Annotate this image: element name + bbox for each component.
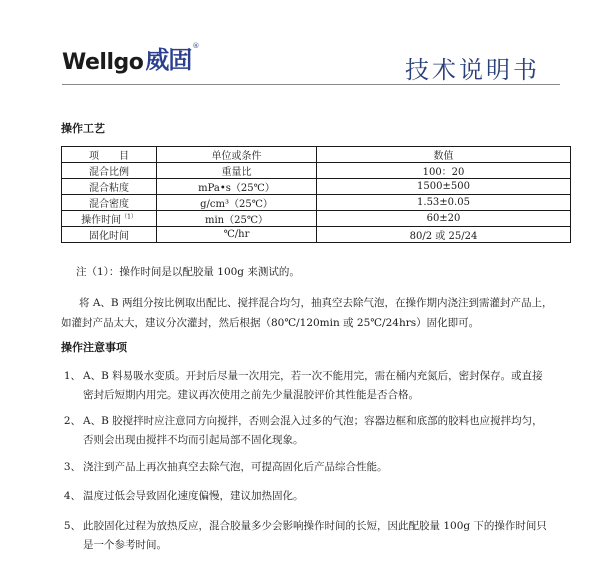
cell-item: 混合比例: [62, 163, 157, 179]
list-number: 4、: [63, 490, 81, 502]
header-divider: [62, 84, 560, 85]
list-number: 5、: [63, 520, 81, 532]
header-value: 数值: [317, 147, 571, 163]
list-item: [61, 487, 561, 506]
cell-item: 混合密度: [62, 195, 157, 211]
section-title-process: 操作工艺: [61, 122, 105, 135]
cell-unit: min（25℃）: [157, 211, 317, 227]
list-number: 1、: [63, 370, 81, 382]
list-number: 2、: [63, 415, 81, 427]
cell-value: 60±20: [317, 211, 571, 227]
list-item-line: [61, 458, 561, 477]
table-row: [62, 163, 571, 179]
list-item: [61, 367, 561, 405]
cell-unit: 重量比: [157, 163, 317, 179]
table-row: [62, 227, 571, 243]
cell-item: [62, 211, 157, 227]
table-row: [62, 211, 571, 227]
table-footnote: 注（1）：操作时间是以配胶量 100g 来测试的。: [76, 266, 300, 278]
table-row: [62, 179, 571, 195]
section-title-precautions: 操作注意事项: [61, 341, 127, 354]
logo-cjk-text: 威固: [145, 46, 192, 74]
cell-unit: g/cm³（25℃）: [157, 195, 317, 211]
list-item-line: [61, 487, 561, 506]
document-header: [0, 0, 600, 86]
spec-table-header-row: [62, 147, 571, 163]
list-text: 温度过低会导致固化速度偏慢，建议加热固化。: [83, 490, 304, 502]
header-unit: 单位或条件: [157, 147, 317, 163]
list-item-line: [61, 517, 561, 536]
list-item: [61, 458, 561, 477]
footnote-marker: （1）: [121, 213, 137, 221]
spec-table: [61, 146, 571, 243]
wellgo-logo: [62, 40, 199, 75]
list-item-continuation: 是一个参考时间。: [83, 539, 167, 551]
cell-value: 100：20: [317, 163, 571, 179]
cell-item-text: 操作时间: [81, 215, 122, 226]
list-number: 3、: [63, 461, 81, 473]
list-item: [61, 517, 561, 555]
list-item-continuation: 否则会出现由搅拌不均而引起局部不固化现象。: [83, 434, 304, 446]
list-text: A、B 胶搅拌时应注意同方向搅拌，否则会混入过多的气泡；容器边框和底部的胶料也应搅拌均匀，: [83, 415, 543, 427]
list-item: [61, 412, 561, 450]
cell-value: 80/2 或 25/24: [317, 227, 571, 243]
header-item: 项 目: [62, 147, 157, 163]
list-item-continuation: 密封后短期内用完。建议再次使用之前先少量混胶评价其性能是否合格。: [83, 389, 419, 401]
table-row: [62, 195, 571, 211]
logo-latin-text: Wellgo: [62, 50, 144, 75]
cell-unit: ℃/hr: [157, 227, 317, 243]
cell-value: 1.53±0.05: [317, 195, 571, 211]
list-text: 此胶固化过程为放热反应，混合胶量多少会影响操作时间的长短，因此配胶量 100g 下的操作时间只: [83, 520, 547, 532]
cell-item: 混合粘度: [62, 179, 157, 195]
cell-value: 1500±500: [317, 179, 571, 195]
list-text: A、B 料易吸水变质。开封后尽量一次用完，若一次不能用完，需在桶内充氮后，密封保存。或直接: [83, 370, 543, 382]
registered-mark: ®: [192, 42, 200, 50]
cell-item: 固化时间: [62, 227, 157, 243]
process-paragraph: 将 A、B 两组分按比例取出配比、搅拌混合均匀，抽真空去除气泡，在操作期内浇注到需灌封产品上，如灌封产品太大，建议分次灌封，然后根据（80℃/120min 或 25℃/24hrs）固化即可。: [61, 297, 553, 329]
document-title: 技术说明书: [405, 56, 540, 84]
cell-unit: mPa•s（25℃）: [157, 179, 317, 195]
list-item-line: [61, 367, 561, 386]
list-text: 浇注到产品上再次抽真空去除气泡，可提高固化后产品综合性能。: [83, 461, 388, 473]
list-item-line: [61, 412, 561, 431]
